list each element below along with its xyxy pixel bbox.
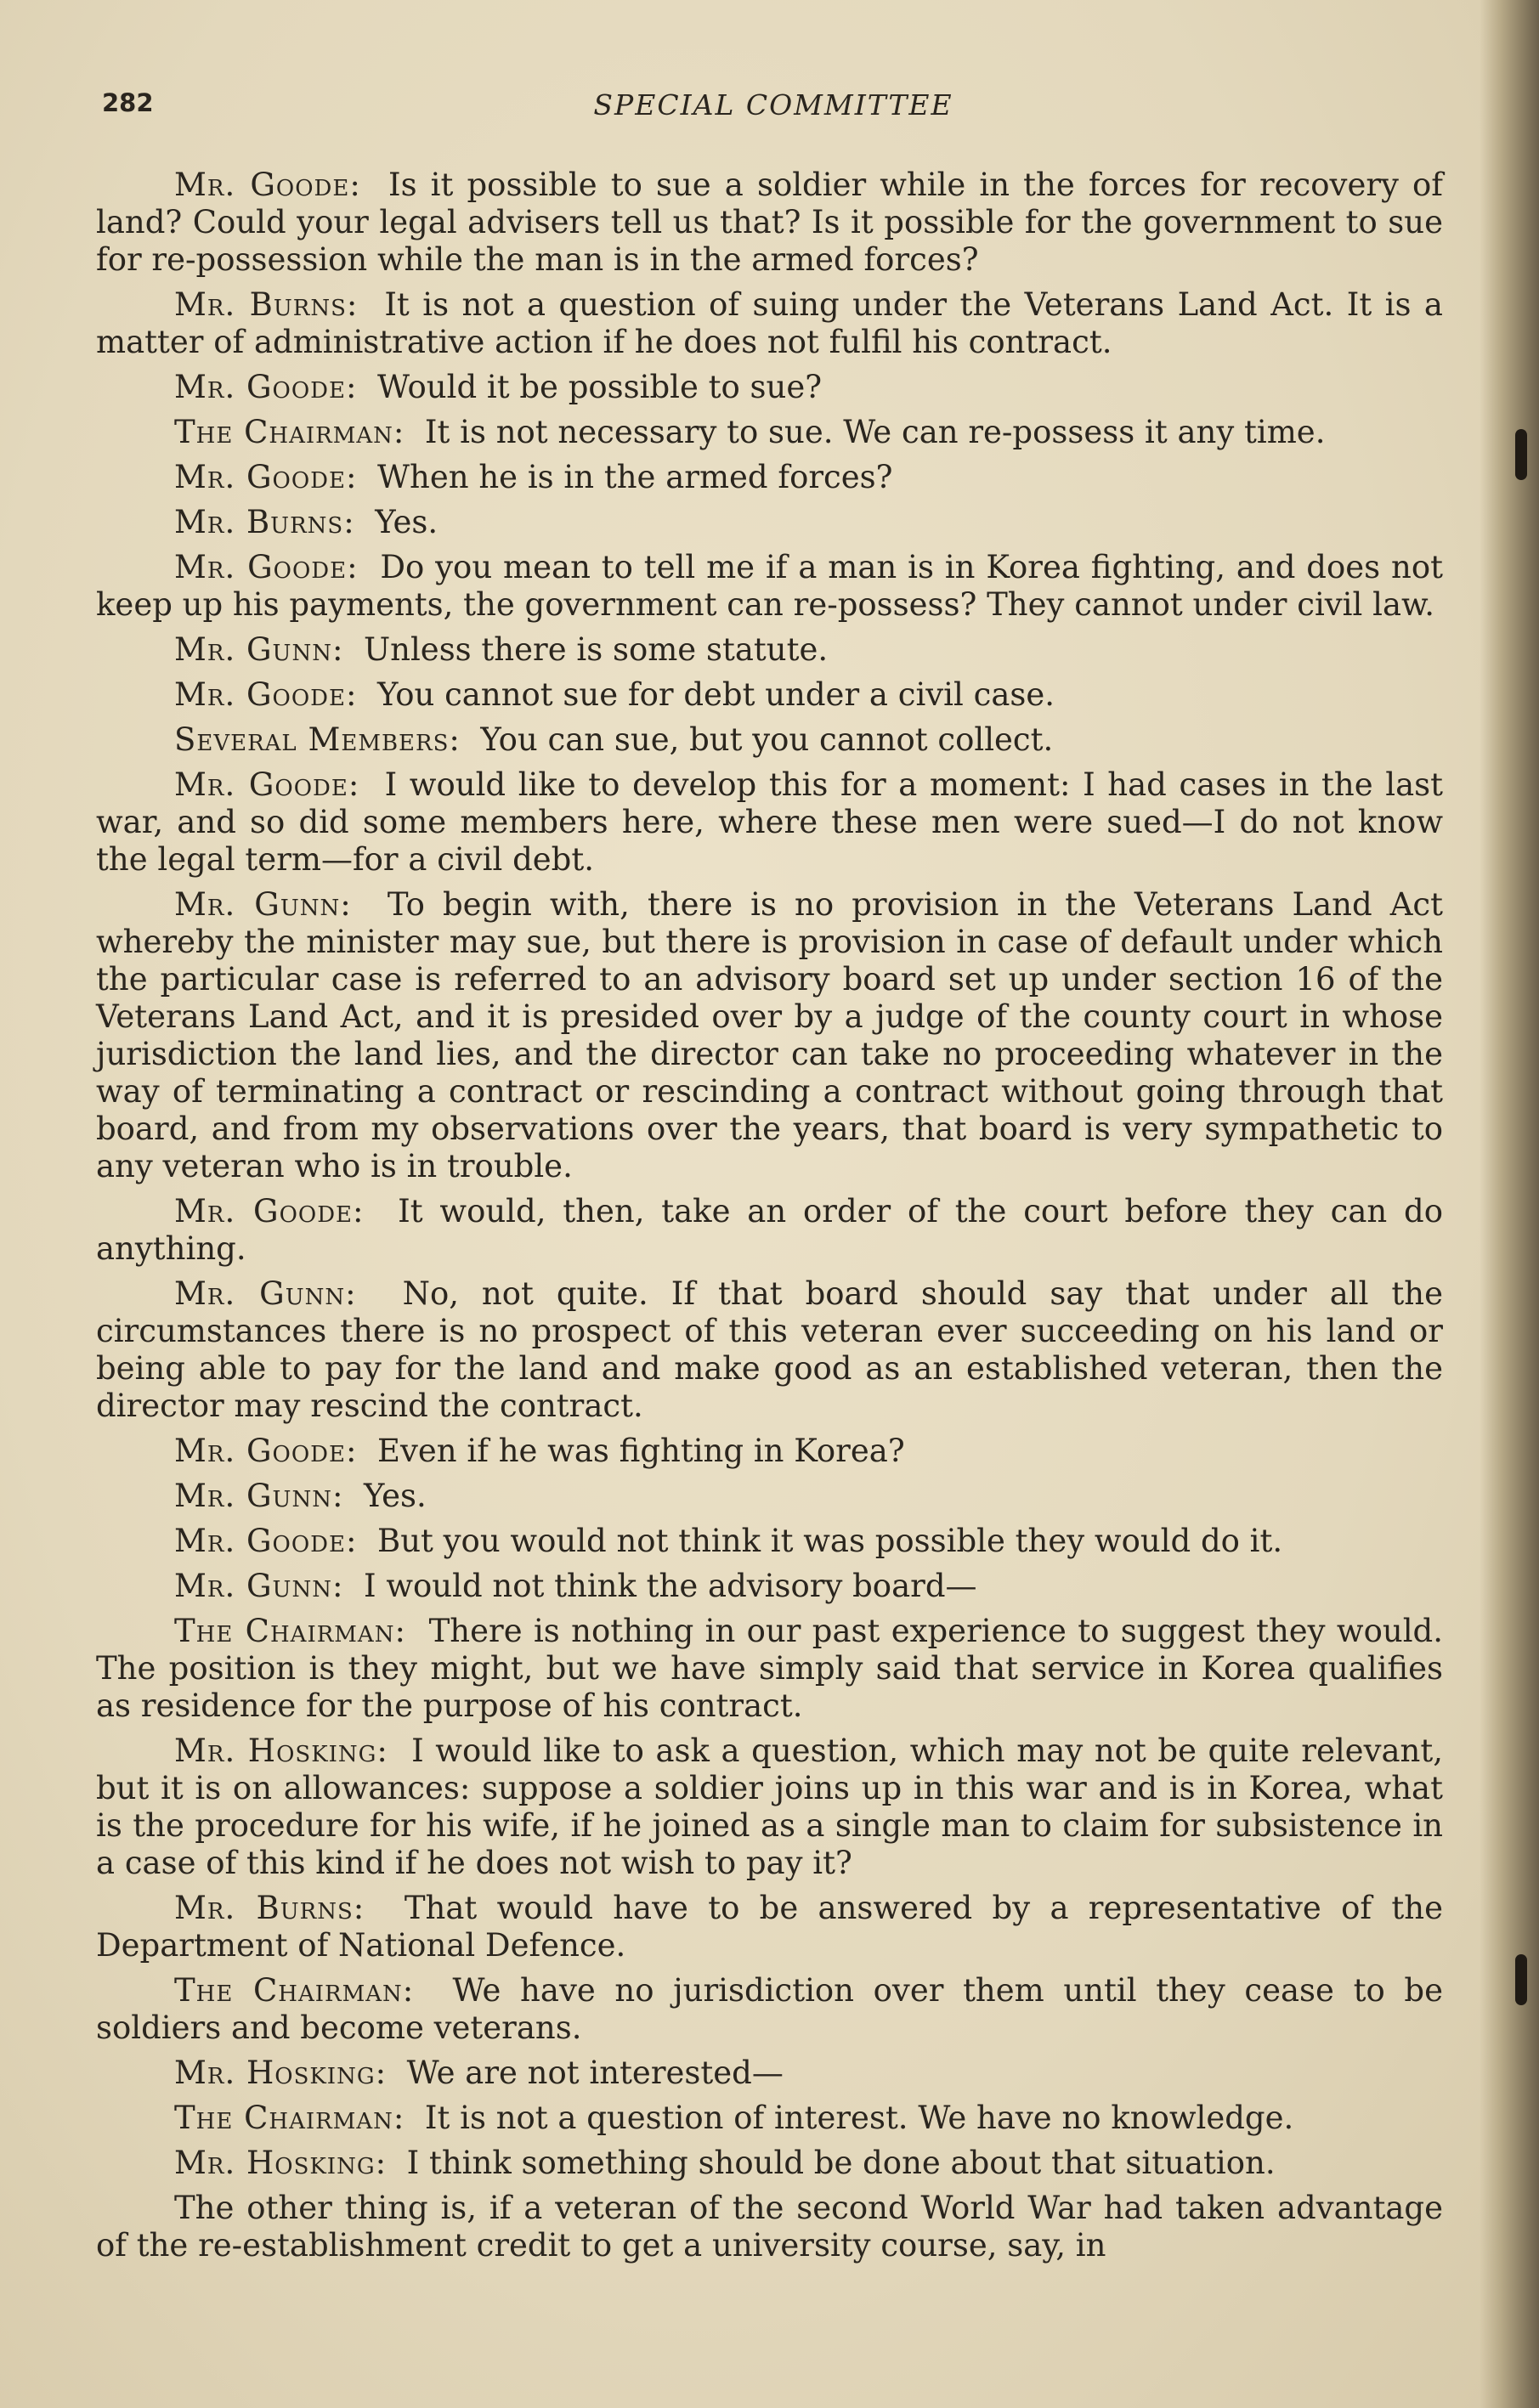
speech-text: It is not necessary to sue. We can re-possess it any time. (424, 414, 1326, 450)
transcript-paragraph (96, 1613, 1443, 1725)
speech-text: Yes. (363, 1478, 427, 1514)
speaker-name: Mr. Goode: (174, 369, 358, 405)
transcript-paragraph (96, 1568, 1443, 1605)
speech-text: Would it be possible to sue? (377, 369, 823, 405)
transcript-paragraph (96, 1523, 1443, 1560)
speech-text: There is nothing in our past experience to suggest they would. The position is they might, but we have simply said that service in Korea qualifies as residence for the purpose of his contract. (96, 1613, 1443, 1724)
speaker-name: Mr. Goode: (174, 1523, 358, 1559)
transcript-paragraph (96, 369, 1443, 406)
transcript-paragraph (96, 766, 1443, 879)
running-head: SPECIAL COMMITTEE (593, 88, 953, 122)
binding-edge (1480, 0, 1539, 2408)
page-header (102, 88, 1445, 131)
transcript-paragraph (96, 1275, 1443, 1425)
speaker-name: Several Members: (174, 721, 461, 758)
transcript-paragraph (96, 721, 1443, 759)
speaker-name: Mr. Goode: (174, 459, 358, 495)
speech-text: I would like to ask a question, which may not be quite relevant, but it is on allowances: suppose a soldier joins up in this war and is in Korea, what is the procedure for his wife, if he joined as a single man to claim for subsistence in a case of this kind if he does not wish to pay it? (96, 1733, 1443, 1881)
page-number: 282 (102, 88, 154, 117)
speaker-name: Mr. Burns: (174, 286, 359, 323)
speech-text: Is it possible to sue a soldier while in the forces for recovery of land? Could your legal advisers tell us that? Is it possible for the government to sue for re-possession while the man is in the armed forces? (96, 167, 1443, 278)
speech-text: No, not quite. If that board should say that under all the circumstances there is no prospect of this veteran ever succeeding on his land or being able to pay for the land and make good as an established veteran, then the director may rescind the contract. (96, 1275, 1444, 1424)
transcript-paragraph (96, 2145, 1443, 2182)
speech-text: The other thing is, if a veteran of the second World War had taken advantage of the re-establishment credit to get a university course, say, in (96, 2190, 1443, 2264)
speaker-name: Mr. Gunn: (174, 631, 344, 668)
speaker-name: Mr. Burns: (174, 504, 355, 540)
transcript-paragraph (96, 2100, 1443, 2137)
speaker-name: The Chairman: (174, 414, 405, 450)
transcript-paragraph (96, 886, 1443, 1185)
speech-text: To begin with, there is no provision in the Veterans Land Act whereby the minister may sue, but there is provision in case of default under which the particular case is referred to an advisory board set up under section 16 of the Veterans Land Act, and it is presided over by a judge of the county court in whose jurisdiction the land lies, and the director can take no proceeding whatever in the way of terminating a contract or rescinding a contract without going through that board, and from my observations over the years, that board is very sympathetic to any veteran who is in trouble. (96, 886, 1444, 1184)
transcript-paragraph (96, 2190, 1443, 2264)
speaker-name: Mr. Goode: (174, 1433, 358, 1469)
transcript-paragraph (96, 459, 1443, 496)
transcript-paragraph (96, 1733, 1443, 1882)
speech-text: Unless there is some statute. (363, 631, 829, 668)
speech-text: We have no jurisdiction over them until they cease to be soldiers and become veterans. (96, 1972, 1443, 2046)
speaker-name: Mr. Goode: (174, 1193, 365, 1229)
speech-text: We are not interested— (406, 2055, 784, 2091)
speaker-name: Mr. Goode: (174, 167, 361, 203)
speaker-name: Mr. Hosking: (174, 2145, 388, 2181)
speech-text: I would not think the advisory board— (363, 1568, 977, 1604)
transcript-paragraph (96, 414, 1443, 451)
speech-text: I would like to develop this for a moment: I had cases in the last war, and so did some members here, where these men were sued—I do not know the legal term—for a civil debt. (96, 766, 1443, 878)
transcript-paragraph (96, 631, 1443, 669)
speech-text: Even if he was fighting in Korea? (377, 1433, 905, 1469)
speech-text: You can sue, but you cannot collect. (480, 721, 1054, 758)
transcript-paragraph (96, 167, 1443, 279)
speaker-name: The Chairman: (174, 1613, 406, 1649)
speech-text: But you would not think it was possible they would do it. (377, 1523, 1283, 1559)
speech-text: That would have to be answered by a representative of the Department of National Defence. (96, 1890, 1443, 1964)
speech-text: You cannot sue for debt under a civil case. (377, 676, 1055, 713)
speaker-name: Mr. Goode: (174, 766, 360, 803)
speaker-name: Mr. Gunn: (174, 1275, 357, 1312)
speech-text: It is not a question of suing under the Veterans Land Act. It is a matter of administrative action if he does not fulfil his contract. (96, 286, 1443, 360)
speaker-name: Mr. Gunn: (174, 886, 352, 923)
speaker-name: Mr. Hosking: (174, 2055, 388, 2091)
speaker-name: Mr. Hosking: (174, 1733, 388, 1769)
transcript-paragraph (96, 676, 1443, 714)
speech-text: It is not a question of interest. We have no knowledge. (424, 2100, 1294, 2136)
transcript-paragraph (96, 549, 1443, 624)
binding-hole (1515, 1954, 1527, 2005)
transcript-paragraph (96, 286, 1443, 361)
binding-hole (1515, 429, 1527, 480)
transcript-paragraph (96, 1193, 1443, 1268)
speech-text: It would, then, take an order of the court before they can do anything. (96, 1193, 1443, 1267)
speaker-name: The Chairman: (174, 1972, 415, 2009)
speaker-name: Mr. Gunn: (174, 1478, 344, 1514)
speaker-name: Mr. Goode: (174, 676, 358, 713)
transcript-paragraph (96, 1433, 1443, 1470)
transcript-paragraph (96, 2055, 1443, 2092)
transcript-paragraph (96, 1890, 1443, 1964)
speaker-name: Mr. Goode: (174, 549, 359, 585)
speech-text: Do you mean to tell me if a man is in Korea fighting, and does not keep up his payments, the government can re-possess? They cannot under civil law. (96, 549, 1443, 623)
speech-text: I think something should be done about that situation. (406, 2145, 1276, 2181)
transcript-paragraph (96, 1972, 1443, 2047)
transcript-body (96, 167, 1443, 2272)
speaker-name: Mr. Gunn: (174, 1568, 344, 1604)
transcript-paragraph (96, 1478, 1443, 1515)
speech-text: When he is in the armed forces? (377, 459, 893, 495)
speaker-name: The Chairman: (174, 2100, 405, 2136)
speech-text: Yes. (375, 504, 439, 540)
transcript-paragraph (96, 504, 1443, 541)
speaker-name: Mr. Burns: (174, 1890, 365, 1926)
